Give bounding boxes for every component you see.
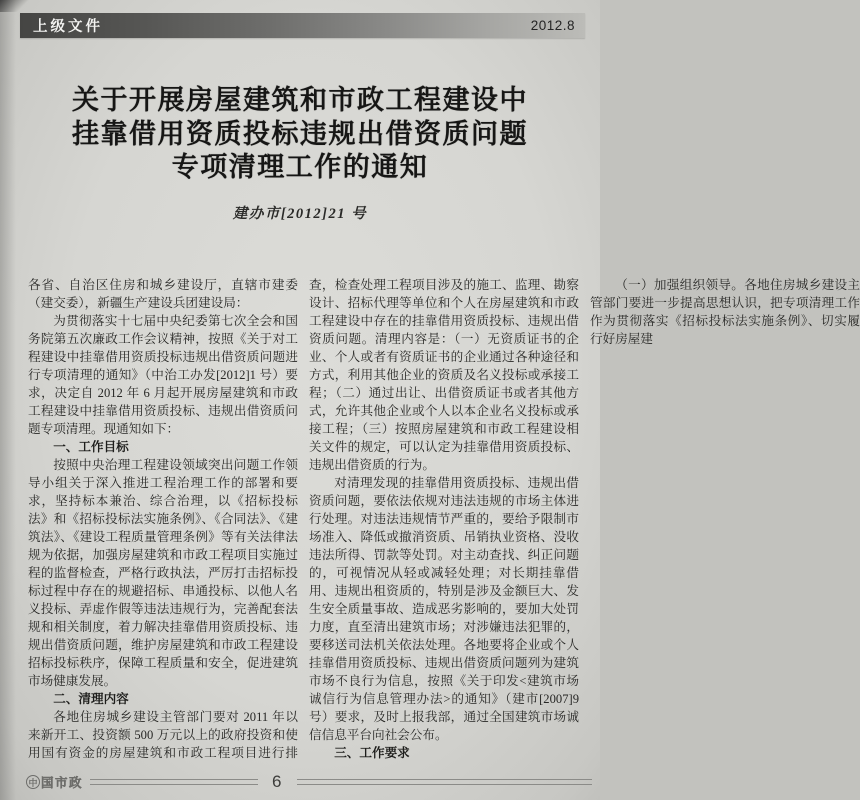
issue-date: 2012.8 (530, 18, 575, 33)
paragraph: （一）加强组织领导。各地住房城乡建设主管部门要进一步提高思想认识，把专项清理工作作为贯彻落实《招标投标法实施条例》、切实履行好房屋建 (590, 278, 860, 346)
paragraph: 对清理发现的挂靠借用资质投标、违规出借资质问题，要依法依规对违法违规的市场主体进行处理。对违法违规情节严重的，要给予限制市场准入、降低或撤消资质、吊销执业资格、没收违法所得、罚款等处罚。对主动查找、纠正问题的，可视情况从轻或减轻处理；对长期挂靠借用、违规出租资质的，特别是涉及金额巨大、发生安全质量事故、造成恶劣影响的，要加大处罚力度，直至清出建筑市场；对涉嫌违法犯罪的，要移送司法机关依法处理。各地要将企业或个人挂靠借用资质投标、违规出借资质问题列为建筑市场不良行为信息，按照《关于印发<建筑市场诚信行为信息管理办法>的通知》（建市[2007]9 号）要求，及时上报我部，通过全国建筑市场诚信信息平台向社会公布。 (309, 476, 579, 742)
page-number: 6 (272, 772, 282, 791)
journal-logo-text: 国市政 (41, 776, 84, 790)
paragraph: 为贯彻落实十七届中央纪委第七次全会和国务院第五次廉政工作会议精神，按照《关于对工程建设中挂靠借用资质投标违规出借资质问题进行专项清理的通知》（中治工办发[2012]1 号）要求，决定自 2012 年 6 月起开展房屋建筑和市政工程建设中挂靠借用资质投标、违规出借资质问题专项清理。现通知如下： (28, 314, 298, 436)
section-heading: 三、工作要求 (334, 746, 410, 760)
paragraph: 按照中央治理工程建设领域突出问题工作领导小组关于深入推进工程治理工作的部署和要求，坚持标本兼治、综合治理，以《招标投标法》和《招标投标法实施条例》、《合同法》、《建筑法》、《建设工程质量管理条例》等有关法律法规为依据，加强房屋建筑和市政工程项目实施过程的监督检查，严格行政执法，严厉打击招标投标过程中存在的规避招标、串通投标、以他人名义投标、弄虚作假等违法违规行为，完善配套法规和相关制度，着力解决挂靠借用资质投标、违规出借资质问题，维护房屋建筑和市政工程建设招标投标秩序，保障工程质量和安全，促进建筑市场健康发展。 (28, 458, 298, 688)
section-label: 上级文件 (33, 19, 103, 35)
body-text (28, 276, 860, 763)
page-footer (26, 773, 592, 791)
footer-rule-right (297, 779, 592, 785)
journal-logo-circled-char: 中 (26, 775, 40, 789)
title-line-2: 挂靠借用资质投标违规出借资质问题 (72, 118, 528, 149)
scan-corner-artifact (0, 0, 30, 12)
section-heading: 一、工作目标 (53, 440, 129, 454)
journal-logo (26, 773, 83, 791)
title-line-3: 专项清理工作的通知 (171, 152, 429, 182)
paragraph: 各地住房城乡建设主管部门要对 2011 年以来新开工、投资额 500 万元以上的政府投资和使用国有资金的房屋建筑和市政工程项目进行排查，检查处理工程项目涉及的施工、监理、勘察设计、招标代理等单位和个人在房屋建筑和市政工程建设中存在的挂靠借用资质投标、违规出借资质问题。清理内容是：（一）无资质证书的企业、个人或者有资质证书的企业通过各种途径和方式，利用其他企业的资质及名义投标或承接工程；（二）通过出让、出借资质证书或者其他方式，允许其他企业或个人以本企业名义投标或承接工程；（三）按照房屋建筑和市政工程建设相关文件的规定，可以认定为挂靠借用资质投标、违规出借资质的行为。 (28, 278, 579, 760)
footer-rule-left (90, 779, 258, 785)
title-line-1: 关于开展房屋建筑和市政工程建设中 (72, 85, 528, 115)
document-number: 建办市[2012]21 号 (232, 206, 368, 222)
paragraph: 各省、自治区住房和城乡建设厅，直辖市建委（建交委），新疆生产建设兵团建设局： (28, 278, 298, 310)
header-bar (20, 13, 585, 38)
document-title (0, 84, 600, 185)
section-heading: 二、清理内容 (53, 692, 129, 706)
